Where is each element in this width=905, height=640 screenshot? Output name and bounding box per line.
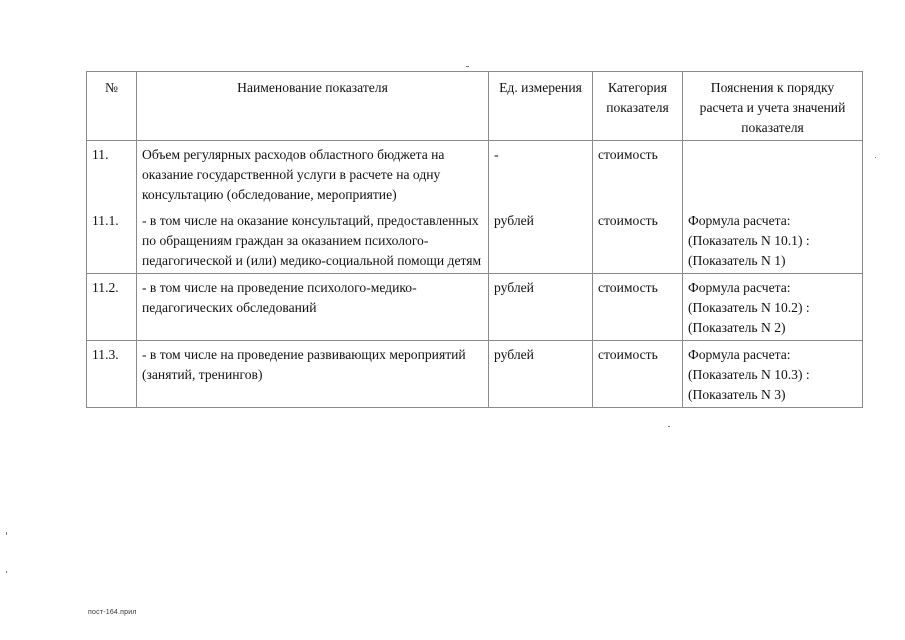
row-number: 11. <box>87 141 137 208</box>
row-unit: рублей <box>489 274 593 341</box>
scan-speck <box>668 426 670 427</box>
row-number: 11.3. <box>87 341 137 408</box>
explanation-line: (Показатель N 2) <box>688 320 786 335</box>
header-category: Категория показателя <box>593 72 683 141</box>
explanation-line: (Показатель N 3) <box>688 387 786 402</box>
row-category: стоимость <box>593 274 683 341</box>
file-mark: пост-164.прил <box>88 609 137 616</box>
header-number: № <box>87 72 137 141</box>
explanation-line: (Показатель N 10.2) : <box>688 300 810 315</box>
row-category: стоимость <box>593 141 683 208</box>
scan-speck <box>875 157 876 158</box>
row-explanation <box>683 274 863 341</box>
explanation-line: (Показатель N 10.3) : <box>688 367 810 382</box>
explanation-title: Формула расчета: <box>688 213 791 228</box>
explanation-line: (Показатель N 10.1) : <box>688 233 810 248</box>
row-unit: - <box>489 141 593 208</box>
header-explanation: Пояснения к порядку расчета и учета значений показателя <box>683 72 863 141</box>
row-unit: рублей <box>489 341 593 408</box>
header-unit: Ед. измерения <box>489 72 593 141</box>
indicators-table <box>86 71 863 408</box>
row-number: 11.1. <box>87 207 137 274</box>
row-name: - в том числе на проведение развивающих мероприятий (занятий, тренингов) <box>137 341 489 408</box>
row-name: - в том числе на проведение психолого-медико-педагогических обследований <box>137 274 489 341</box>
table-header-row <box>87 72 863 141</box>
row-name: Объем регулярных расходов областного бюджета на оказание государственной услуги в расчете на одну консультацию (обследование, мероприятие) <box>137 141 489 208</box>
row-category: стоимость <box>593 207 683 274</box>
scan-speck <box>6 532 7 535</box>
scan-speck <box>6 571 7 573</box>
table-row <box>87 341 863 408</box>
table-row <box>87 207 863 274</box>
explanation-title: Формула расчета: <box>688 347 791 362</box>
row-explanation <box>683 207 863 274</box>
explanation-title: Формула расчета: <box>688 280 791 295</box>
row-category: стоимость <box>593 341 683 408</box>
row-name: - в том числе на оказание консультаций, предоставленных по обращениям граждан за оказанием психолого-педагогической и (или) медико-социальной помощи детям <box>137 207 489 274</box>
scan-speck <box>466 66 469 67</box>
header-name: Наименование показателя <box>137 72 489 141</box>
row-explanation <box>683 141 863 208</box>
row-explanation <box>683 341 863 408</box>
table-row <box>87 141 863 208</box>
row-number: 11.2. <box>87 274 137 341</box>
row-unit: рублей <box>489 207 593 274</box>
table-row <box>87 274 863 341</box>
explanation-line: (Показатель N 1) <box>688 253 786 268</box>
